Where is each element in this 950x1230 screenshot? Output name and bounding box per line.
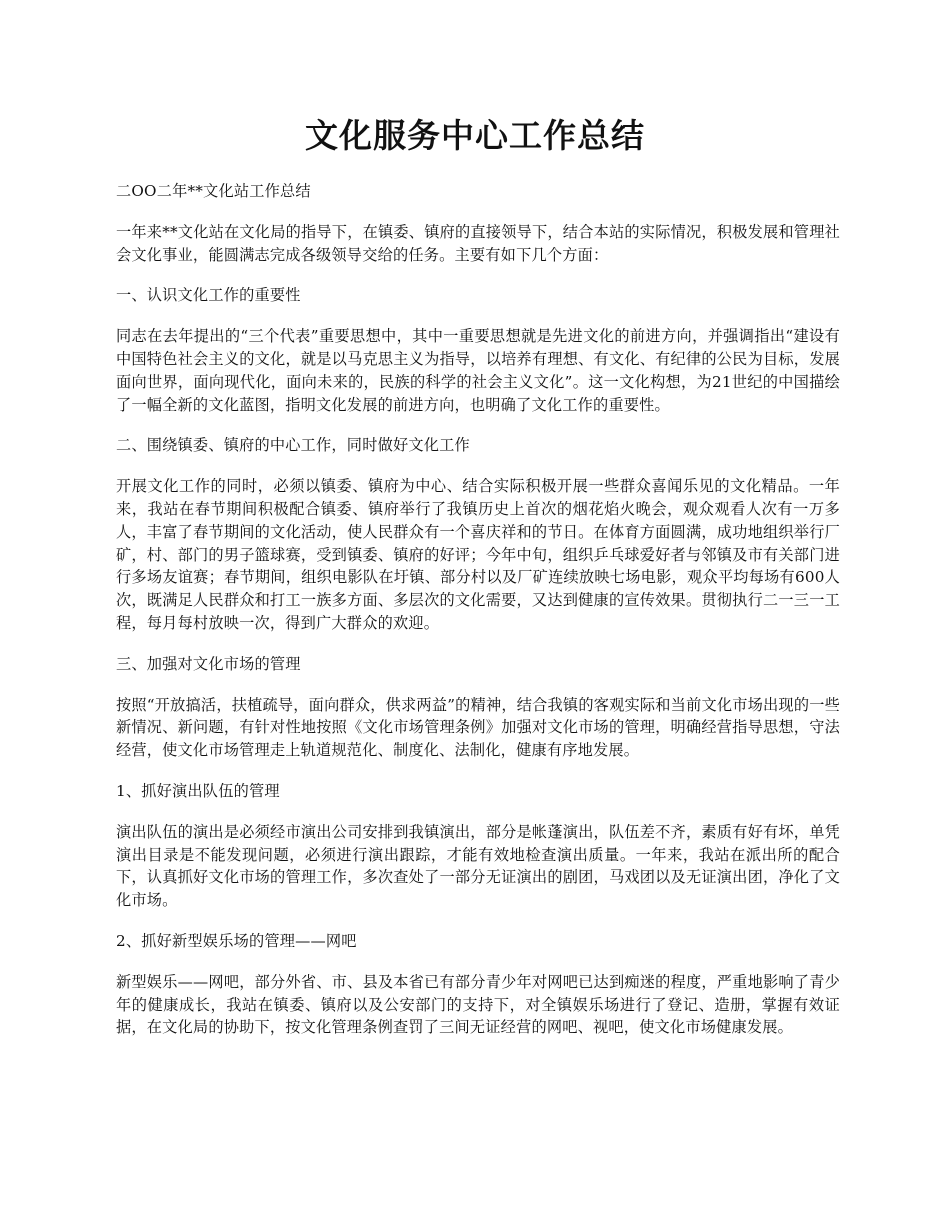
subsection-heading-1: 1、抓好演出队伍的管理 xyxy=(116,781,280,800)
subtitle-paragraph: 二OO二年**文化站工作总结 xyxy=(116,182,311,200)
section-heading-2: 二、围绕镇委、镇府的中心工作，同时做好文化工作 xyxy=(116,436,470,455)
section-3-paragraph: 按照“开放搞活，扶植疏导，面向群众，供求两益”的精神，结合我镇的客观实际和当前文化市场出现的一些新情况、新问题，有针对性地按照《文化市场管理条例》加强对文化市场的管理，明确经营指导思想，守法经营，使文化市场管理走上轨道规范化、制度化、法制化，健康有序地发展。 xyxy=(116,695,840,760)
section-heading-3: 三、加强对文化市场的管理 xyxy=(116,654,301,673)
subsection-heading-2: 2、抓好新型娱乐场的管理——网吧 xyxy=(116,931,357,950)
section-2-paragraph: 开展文化工作的同时，必须以镇委、镇府为中心、结合实际积极开展一些群众喜闻乐见的文化精品。一年来，我站在春节期间积极配合镇委、镇府举行了我镇历史上首次的烟花焰火晚会，观众观看人次有一万多人，丰富了春节期间的文化活动，使人民群众有一个喜庆祥和的节日。在体育方面圆满，成功地组织举行厂矿，村、部门的男子篮球赛，受到镇委、镇府的好评；今年中旬，组织乒乓球爱好者与邻镇及市有关部门进行多场友谊赛；春节期间，组织电影队在圩镇、部分村以及厂矿连续放映七场电影，观众平均每场有600人次，既满足人民群众和打工一族多方面、多层次的文化需要，又达到健康的宣传效果。贯彻执行二一三一工程，每月每村放映一次，得到广大群众的欢迎。 xyxy=(116,477,840,632)
document-title: 文化服务中心工作总结 xyxy=(305,116,645,155)
intro-paragraph: 一年来**文化站在文化局的指导下，在镇委、镇府的直接领导下，结合本站的实际情况，积极发展和管理社会文化事业，能圆满志完成各级领导交给的任务。主要有如下几个方面： xyxy=(116,222,840,264)
document-body xyxy=(116,180,840,1057)
section-heading-1: 一、认识文化工作的重要性 xyxy=(116,286,301,305)
subsection-2-paragraph: 新型娱乐——网吧，部分外省、市、县及本省已有部分青少年对网吧已达到痴迷的程度，严重地影响了青少年的健康成长，我站在镇委、镇府以及公安部门的支持下，对全镇娱乐场进行了登记、造册，掌握有效证据，在文化局的协助下，按文化管理条例查罚了三间无证经营的网吧、视吧，使文化市场健康发展。 xyxy=(116,972,840,1037)
section-1-paragraph: 同志在去年提出的“三个代表”重要思想中，其中一重要思想就是先进文化的前进方向，并强调指出“建设有中国特色社会主义的文化，就是以马克思主义为指导，以培养有理想、有文化、有纪律的公民为目标，发展面向世界，面向现代化，面向未来的，民族的科学的社会主义文化”。这一文化构想，为21世纪的中国描绘了一幅全新的文化蓝图，指明文化发展的前进方向，也明确了文化工作的重要性。 xyxy=(116,327,840,414)
subsection-1-paragraph: 演出队伍的演出是必须经市演出公司安排到我镇演出，部分是帐蓬演出，队伍差不齐，素质有好有坏，单凭演出目录是不能发现问题，必须进行演出跟踪，才能有效地检查演出质量。一年来，我站在派出所的配合下，认真抓好文化市场的管理工作，多次查处了一部分无证演出的剧团，马戏团以及无证演出团，净化了文化市场。 xyxy=(116,822,840,910)
